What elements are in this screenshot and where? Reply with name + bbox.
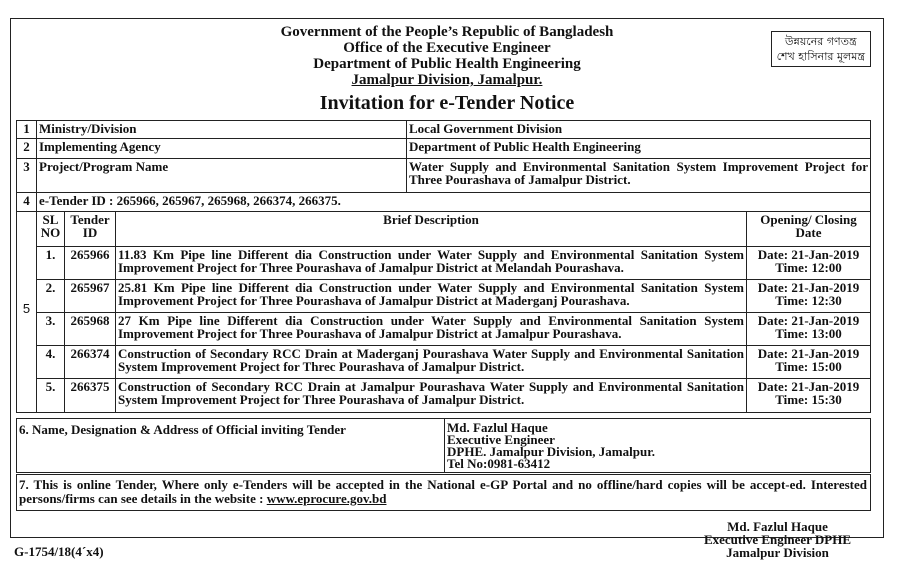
official-name: Md. Fazlul Haque: [447, 420, 548, 435]
official-address: DPHE. Jamalpur Division, Jamalpur.: [447, 444, 656, 459]
row-2-no: 2: [16, 138, 37, 159]
ref-code: G-1754/18(4´x4): [14, 544, 104, 559]
opening-time: Time: 13:00: [775, 326, 842, 341]
table-row-description: 11.83 Km Pipe line Different dia Construction under Water Supply and Environmental Sanitation System Improvement Project for Three Pourashava of Jamalpur District at Melandah Pourashava.: [115, 246, 747, 280]
row-3-value: Water Supply and Environmental Sanitation System Improvement Project for Three Pourashava of Jamalpur District.: [406, 158, 871, 193]
slogan-line-1: উন্নয়নের গণতন্ত্র: [784, 35, 857, 48]
official-section: [16, 418, 871, 473]
official-designation: Executive Engineer: [447, 432, 555, 447]
govt-line: Government of the People’s Republic of Bangladesh: [280, 24, 614, 40]
official-tel: Tel No:0981-63412: [447, 456, 551, 471]
opening-time: Time: 12:30: [775, 293, 842, 308]
table-row-date-cell: [746, 246, 871, 280]
col-header-description: Brief Description: [115, 211, 747, 247]
slogan-box: [771, 31, 871, 67]
table-row-description: Construction of Secondary RCC Drain at Jamalpur Pourashava Water Supply and Environmental Sanitation System Improvement Project for Three Pourashava of Jamalpur District.: [115, 378, 747, 413]
table-row-tender-id: 266374: [64, 345, 116, 379]
notice-title: Invitation for e-Tender Notice: [319, 92, 575, 114]
opening-time: Time: 15:30: [775, 392, 842, 407]
note-text: 7. This is online Tender, Where only e-Tenders will be accepted in the National e-GP Portal and no offline/hard copies will be accept-ed. Interested persons/firms can see details in the website :: [19, 477, 867, 506]
table-row-description: Construction of Secondary RCC Drain at Maderganj Pourashava Water Supply and Environmental Sanitation System Improvement Project for Threc Pourashava of Jamalpur District.: [115, 345, 747, 379]
row-2-label: Implementing Agency: [36, 138, 407, 159]
col-header-tender-id: Tender ID: [64, 211, 116, 247]
opening-date: Date: 21-Jan-2019: [757, 280, 860, 295]
table-row-date-cell: [746, 345, 871, 379]
signature-division: Jamalpur Division: [726, 545, 829, 560]
table-row-description: 27 Km Pipe line Different dia Construction under Water Supply and Environmental Sanitation System Improvement Project for Three Pourashava of Jamalpur District at Jamalpur Pourashava.: [115, 312, 747, 346]
row-4-no: 4: [16, 192, 37, 212]
table-row-sl: 1.: [36, 246, 65, 280]
signature-designation: Executive Engineer DPHE: [703, 532, 852, 547]
table-row-sl: 5.: [36, 378, 65, 413]
table-row-date-cell: [746, 279, 871, 313]
row-5-no: 5: [16, 211, 37, 413]
col-header-date: Opening/ Closing Date: [746, 211, 871, 247]
row-1-no: 1: [16, 120, 37, 139]
table-row-tender-id: 265967: [64, 279, 116, 313]
signature-name: Md. Fazlul Haque: [727, 519, 828, 534]
header-block: [11, 24, 883, 88]
division-line: Jamalpur Division, Jamalpur.: [351, 72, 543, 88]
opening-date: Date: 21-Jan-2019: [757, 346, 860, 361]
table-row-sl: 2.: [36, 279, 65, 313]
opening-date: Date: 21-Jan-2019: [757, 313, 860, 328]
office-line: Office of the Executive Engineer: [343, 40, 551, 56]
row-2-value: Department of Public Health Engineering: [406, 138, 871, 159]
col-header-sl: SL NO: [36, 211, 65, 247]
row-1-label: Ministry/Division: [36, 120, 407, 139]
note-section: [16, 474, 871, 511]
opening-time: Time: 12:00: [775, 260, 842, 275]
opening-time: Time: 15:00: [775, 359, 842, 374]
row-3-label: Project/Program Name: [36, 158, 407, 193]
website-link[interactable]: www.eprocure.gov.bd: [266, 491, 387, 506]
row-3-no: 3: [16, 158, 37, 193]
department-line: Department of Public Health Engineering: [313, 56, 581, 72]
slogan-line-2: শেখ হাসিনার মূলমন্ত্র: [776, 50, 865, 63]
table-row-description: 25.81 Km Pipe line Different dia Construction under Water Supply and Environmental Sanitation System Improvement Project for Three Pourashava of Jamalpur District at Maderganj Pourashava.: [115, 279, 747, 313]
official-label: 6. Name, Designation & Address of Official inviting Tender: [19, 422, 346, 437]
table-row-tender-id: 265968: [64, 312, 116, 346]
signature-block: [690, 520, 865, 559]
tender-ids: e-Tender ID : 265966, 265967, 265968, 266374, 266375.: [36, 192, 871, 212]
table-row-date-cell: [746, 378, 871, 413]
row-1-value: Local Government Division: [406, 120, 871, 139]
official-details: [447, 422, 655, 470]
table-row-sl: 3.: [36, 312, 65, 346]
opening-date: Date: 21-Jan-2019: [757, 247, 860, 262]
table-row-tender-id: 265966: [64, 246, 116, 280]
section-divider: [444, 418, 445, 473]
table-row-tender-id: 266375: [64, 378, 116, 413]
table-row-sl: 4.: [36, 345, 65, 379]
opening-date: Date: 21-Jan-2019: [757, 379, 860, 394]
table-row-date-cell: [746, 312, 871, 346]
